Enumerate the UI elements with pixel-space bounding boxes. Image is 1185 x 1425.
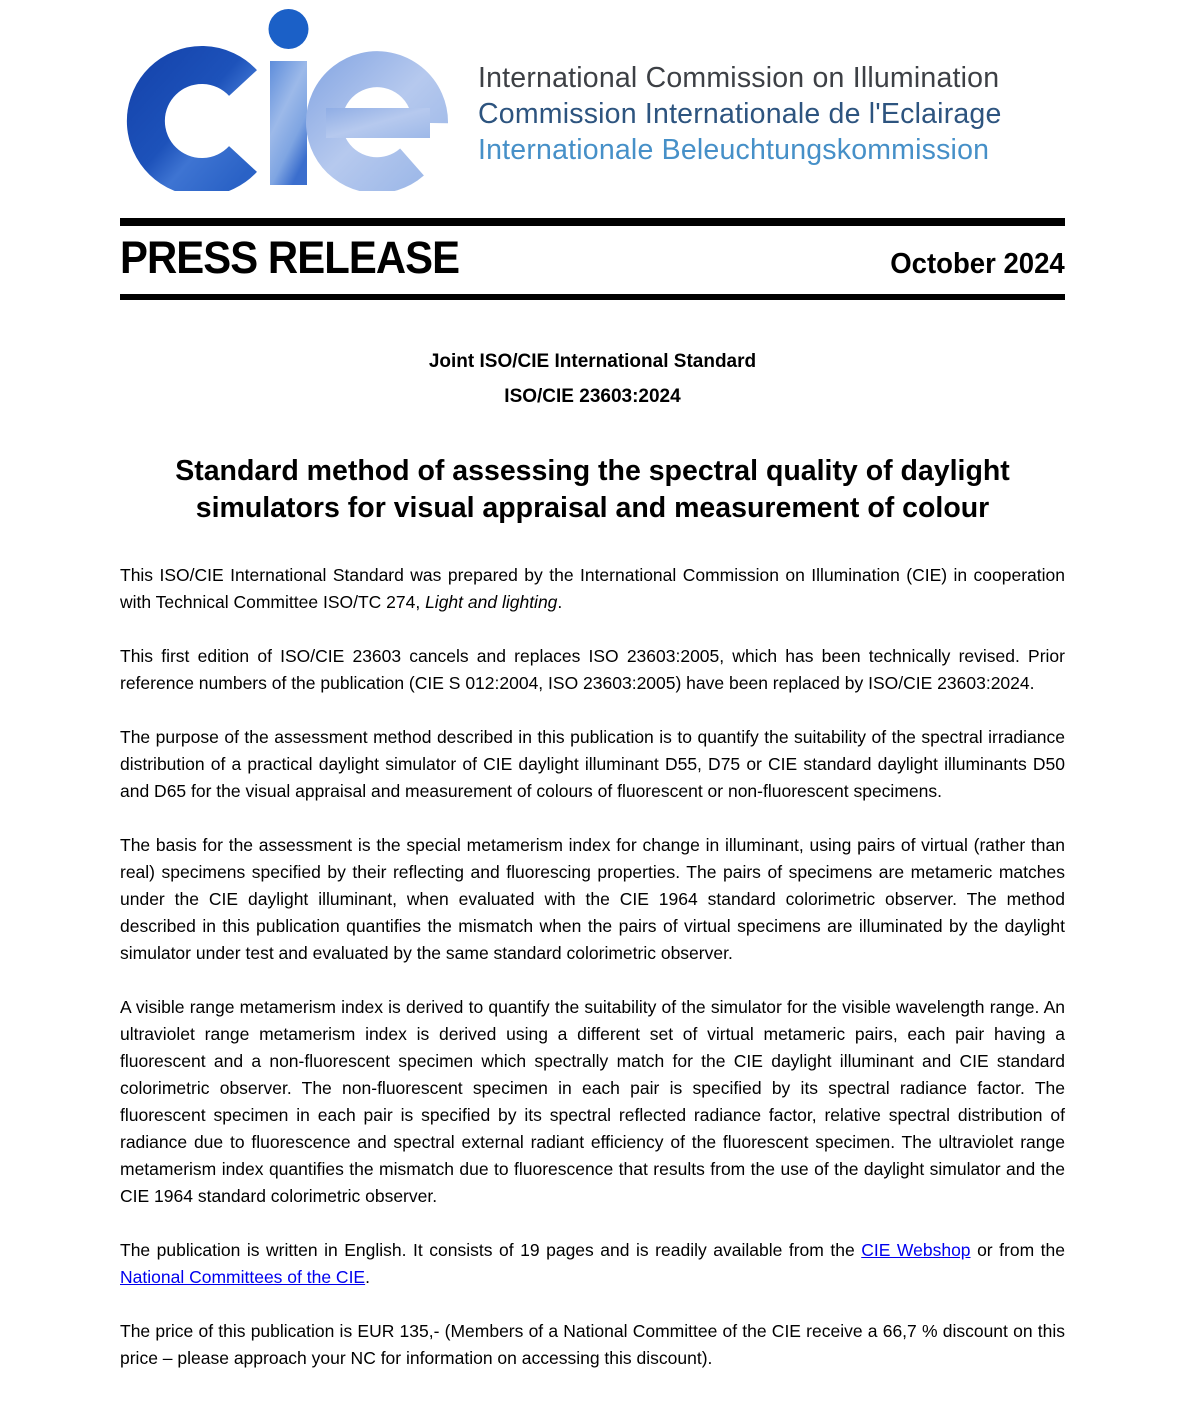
body-paragraph-5: A visible range metamerism index is derived to quantify the suitability of the simulator for the visible wavelength range. An ultraviolet range metamerism index is derived using a different set of virtual metameric pairs, each pair having a fluorescent and a non-fluorescent specimen which spectrally match for the CIE daylight illuminant and CIE standard colorimetric observer. The non-fluorescent specimen in each pair is specified by its spectral radiance factor. The fluorescent specimen in each pair is specified by its spectral reflected radiance factor, relative spectral distribution of radiance due to fluorescence and spectral external radiant efficiency of the fluorescent specimen. The ultraviolet range metamerism index quantifies the mismatch due to fluorescence that results from the use of the daylight simulator and the CIE 1964 standard colorimetric observer.: [120, 997, 1065, 1206]
body-paragraph-6: [120, 1237, 1065, 1291]
standard-heading-line2: ISO/CIE 23603:2024: [504, 386, 681, 407]
logo-letter-e-bar: [326, 108, 430, 138]
standard-heading: [120, 350, 1065, 409]
logo-letter-i-stem: [270, 61, 307, 185]
logo-letter-i-dot: [269, 9, 309, 49]
press-release-title: PRESS RELEASE: [120, 232, 460, 283]
org-name-french: Commission Internationale de l'Eclairage: [478, 98, 1002, 130]
p1-period: .: [557, 592, 563, 612]
body-paragraph-7: The price of this publication is EUR 135,- (Members of a National Committee of the CIE receive a 66,7 % discount on this price – please approach your NC for information on accessing this discount).: [120, 1321, 1065, 1368]
body-paragraph-3: The purpose of the assessment method described in this publication is to quantify the suitability of the spectral irradiance distribution of a practical daylight simulator of CIE daylight illuminant D55, D75 or CIE standard daylight illuminants D50 and D65 for the visual appraisal and measurement of colours of fluorescent or non-fluorescent specimens.: [120, 727, 1065, 801]
page-title: Standard method of assessing the spectral quality of daylight simulators for visual appraisal and measurement of colour: [175, 455, 1010, 524]
org-name-german: Internationale Beleuchtungskommission: [478, 134, 990, 166]
page-content: [120, 0, 1065, 1372]
logo-letter-c: [146, 65, 243, 177]
cie-webshop-link[interactable]: CIE Webshop: [861, 1240, 971, 1260]
standard-heading-line1: Joint ISO/CIE International Standard: [428, 351, 757, 372]
body-paragraph-2: This first edition of ISO/CIE 23603 cancels and replaces ISO 23603:2005, which has been technically revised. Prior reference numbers of the publication (CIE S 012:2004, ISO 23603:2005) have been replaced by ISO/CIE 23603:2024.: [120, 646, 1065, 693]
press-release-date: October 2024: [890, 248, 1065, 280]
header: [120, 6, 1065, 194]
body-text: [120, 562, 1065, 1372]
p6-period: .: [365, 1267, 370, 1287]
top-rule: [120, 218, 1065, 226]
p6-mid-text: or from the: [970, 1240, 1065, 1260]
national-committees-link[interactable]: National Committees of the CIE: [120, 1267, 366, 1287]
p1-text: This ISO/CIE International Standard was prepared by the International Commission on Illumination (CIE) in cooperation with Technical Committee ISO/TC 274,: [120, 565, 1065, 612]
body-paragraph-1: [120, 562, 1065, 616]
bottom-rule: [120, 294, 1065, 300]
cie-logo: [120, 9, 450, 191]
press-release-band: [120, 226, 1065, 294]
org-names: [478, 32, 1002, 168]
p6-text: The publication is written in English. It consists of 19 pages and is readily available from the: [120, 1240, 862, 1260]
org-name-english: International Commission on Illumination: [478, 62, 1000, 94]
body-paragraph-4: The basis for the assessment is the special metamerism index for change in illuminant, using pairs of virtual (rather than real) specimens specified by their reflecting and fluorescing properties. The pairs of specimens are metameric matches under the CIE daylight illuminant, when evaluated with the CIE 1964 standard colorimetric observer. The method described in this publication quantifies the mismatch when the pairs of virtual specimens are illuminated by the daylight simulator under test and evaluated by the same standard colorimetric observer.: [120, 835, 1065, 963]
p1-italic-title: Light and lighting: [425, 592, 558, 612]
